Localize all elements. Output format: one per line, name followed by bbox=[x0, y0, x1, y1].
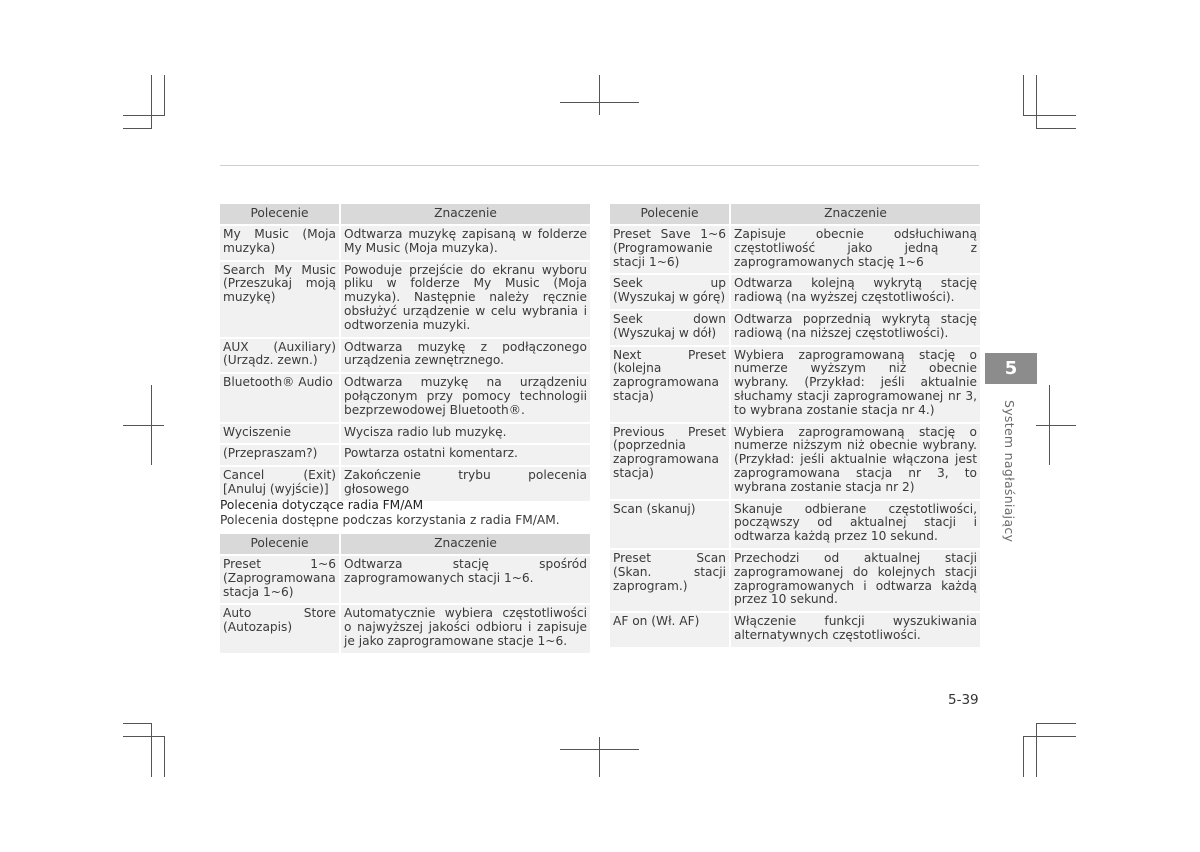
command-cell: Seek up (Wyszukaj w górę) bbox=[610, 273, 731, 309]
command-cell: Preset 1~6 (Zaprogramowana stacja 1~6) bbox=[220, 554, 341, 603]
registration-mark bbox=[599, 737, 600, 777]
table-row bbox=[220, 554, 590, 603]
table-row bbox=[220, 443, 590, 465]
crop-mark bbox=[151, 75, 152, 129]
column-header-command: Polecenie bbox=[220, 204, 341, 224]
command-cell: (Przepraszam?) bbox=[220, 443, 341, 465]
chapter-number-tab: 5 bbox=[985, 353, 1037, 384]
crop-mark bbox=[1036, 723, 1037, 777]
table-header-row bbox=[220, 204, 590, 224]
column-header-meaning: Znaczenie bbox=[341, 204, 590, 224]
crop-mark bbox=[123, 115, 164, 116]
table-row bbox=[220, 603, 590, 652]
meaning-cell: Powtarza ostatni komentarz. bbox=[341, 443, 590, 465]
command-cell: AF on (Wł. AF) bbox=[610, 611, 731, 647]
registration-mark bbox=[560, 102, 639, 103]
table-row bbox=[220, 337, 590, 373]
command-cell: My Music (Moja muzyka) bbox=[220, 224, 341, 260]
table-row bbox=[610, 224, 980, 273]
command-cell: Cancel (Exit) [Anuluj (wyjście)] bbox=[220, 465, 341, 501]
command-cell: Wyciszenie bbox=[220, 422, 341, 444]
section-description: Polecenia dostępne podczas korzystania z radia FM/AM. bbox=[220, 513, 560, 527]
command-cell: AUX (Auxiliary) (Urządz. zewn.) bbox=[220, 337, 341, 373]
command-cell: Auto Store (Autozapis) bbox=[220, 603, 341, 652]
table-row bbox=[610, 309, 980, 345]
page-number: 5-39 bbox=[948, 692, 979, 708]
meaning-cell: Zakończenie trybu polecenia głosowego bbox=[341, 465, 590, 501]
command-cell: Previous Preset (poprzednia zaprogramowana stacja) bbox=[610, 422, 731, 499]
meaning-cell: Automatycznie wybiera częstotliwości o najwyższej jakości odbioru i zapisuje je jako zaprogramowane stacje 1~6. bbox=[341, 603, 590, 652]
crop-mark bbox=[123, 723, 152, 724]
commands-table-general bbox=[220, 204, 590, 501]
command-cell: Next Preset (kolejna zaprogramowana stacja) bbox=[610, 345, 731, 422]
meaning-cell: Odtwarza muzykę z podłączonego urządzenia zewnętrznego. bbox=[341, 337, 590, 373]
column-header-meaning: Znaczenie bbox=[731, 204, 980, 224]
commands-table-radio-right bbox=[610, 204, 980, 647]
chapter-title: System nagłaśniający bbox=[1002, 400, 1017, 543]
crop-mark bbox=[164, 736, 165, 777]
command-cell: Preset Save 1~6 (Programowanie stacji 1~6) bbox=[610, 224, 731, 273]
table-row bbox=[610, 422, 980, 499]
crop-mark bbox=[1036, 723, 1076, 724]
command-cell: Scan (skanuj) bbox=[610, 499, 731, 548]
table-row bbox=[220, 260, 590, 337]
table-row bbox=[610, 499, 980, 548]
crop-mark bbox=[1036, 128, 1076, 129]
table-row bbox=[610, 345, 980, 422]
meaning-cell: Wybiera zaprogramowaną stację o numerze wyższym niż obecnie wybrany. (Przykład: jeśli aktualnie słuchamy stacji zaprogramowanej nr 3, to wybrana zostanie stacja nr 4.) bbox=[731, 345, 980, 422]
registration-mark bbox=[123, 425, 164, 426]
meaning-cell: Zapisuje obecnie odsłuchiwaną częstotliwość jako jedną z zaprogramowanych stację 1~6 bbox=[731, 224, 980, 273]
command-cell: Preset Scan (Skan. stacji zaprogram.) bbox=[610, 548, 731, 611]
table-row bbox=[610, 548, 980, 611]
commands-table-radio-left bbox=[220, 534, 590, 653]
crop-mark bbox=[164, 75, 165, 116]
table-row bbox=[220, 224, 590, 260]
meaning-cell: Odtwarza muzykę zapisaną w folderze My Music (Moja muzyka). bbox=[341, 224, 590, 260]
column-header-command: Polecenie bbox=[610, 204, 731, 224]
command-cell: Bluetooth® Audio bbox=[220, 372, 341, 421]
section-heading: Polecenia dotyczące radia FM/AM bbox=[220, 498, 424, 512]
crop-mark bbox=[1023, 75, 1024, 116]
registration-mark bbox=[599, 75, 600, 115]
meaning-cell: Wycisza radio lub muzykę. bbox=[341, 422, 590, 444]
crop-mark bbox=[1023, 736, 1076, 737]
table-row bbox=[610, 273, 980, 309]
column-header-meaning: Znaczenie bbox=[341, 534, 590, 554]
command-cell: Search My Music (Przeszukaj moją muzykę) bbox=[220, 260, 341, 337]
meaning-cell: Przechodzi od aktualnej stacji zaprogramowanej do kolejnych stacji zaprogramowanych i odtwarza każdą przez 10 sekund. bbox=[731, 548, 980, 611]
crop-mark bbox=[1036, 75, 1037, 129]
meaning-cell: Odtwarza stację spośród zaprogramowanych stacji 1~6. bbox=[341, 554, 590, 603]
table-row bbox=[220, 465, 590, 501]
meaning-cell: Odtwarza poprzednią wykrytą stację radiową (na niższej częstotliwości). bbox=[731, 309, 980, 345]
registration-mark bbox=[560, 749, 639, 750]
crop-mark bbox=[123, 736, 164, 737]
crop-mark bbox=[123, 128, 152, 129]
registration-mark bbox=[1036, 425, 1076, 426]
table-row bbox=[220, 422, 590, 444]
crop-mark bbox=[1023, 736, 1024, 777]
header-rule bbox=[220, 165, 979, 166]
meaning-cell: Odtwarza kolejną wykrytą stację radiową (na wyższej częstotliwości). bbox=[731, 273, 980, 309]
meaning-cell: Włączenie funkcji wyszukiwania alternatywnych częstotliwości. bbox=[731, 611, 980, 647]
meaning-cell: Powoduje przejście do ekranu wyboru pliku w folderze My Music (Moja muzyka). Następnie należy ręcznie obsłużyć urządzenie w celu wybrania i odtworzenia muzyki. bbox=[341, 260, 590, 337]
crop-mark bbox=[1023, 115, 1076, 116]
command-cell: Seek down (Wyszukaj w dół) bbox=[610, 309, 731, 345]
meaning-cell: Wybiera zaprogramowaną stację o numerze niższym niż obecnie wybrany. (Przykład: jeśli aktualnie włączona jest zaprogramowana stacja nr 3, to wybrana zostanie stacja nr 2) bbox=[731, 422, 980, 499]
table-row bbox=[220, 372, 590, 421]
meaning-cell: Odtwarza muzykę na urządzeniu połączonym przy pomocy technologii bezprzewodowej Bluetooth®. bbox=[341, 372, 590, 421]
table-row bbox=[610, 611, 980, 647]
crop-mark bbox=[151, 723, 152, 777]
table-header-row bbox=[610, 204, 980, 224]
column-header-command: Polecenie bbox=[220, 534, 341, 554]
meaning-cell: Skanuje odbierane częstotliwości, począwszy od aktualnej stacji i odtwarza każdą przez 10 sekund. bbox=[731, 499, 980, 548]
table-header-row bbox=[220, 534, 590, 554]
